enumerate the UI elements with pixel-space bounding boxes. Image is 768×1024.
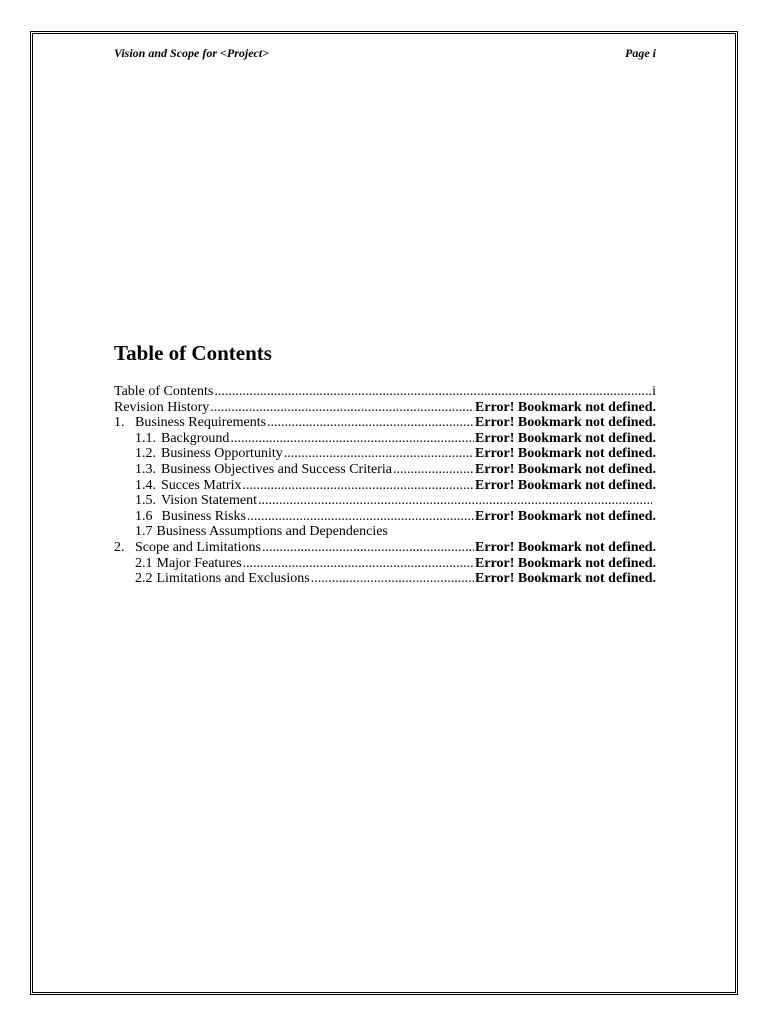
toc-dot-leader	[311, 571, 474, 587]
toc-dot-leader	[210, 400, 474, 416]
toc-entry-business-objectives[interactable]	[114, 462, 656, 478]
toc-entry-label: Business Objectives and Success Criteria	[161, 461, 392, 477]
toc-entry-label: Business Opportunity	[161, 446, 283, 462]
toc-entry-background[interactable]	[114, 431, 656, 447]
toc-entry-business-risks[interactable]	[114, 509, 656, 525]
toc-error-ref: Error! Bookmark not defined.	[475, 461, 656, 477]
toc-entry-label: Scope and Limitations	[135, 539, 261, 555]
toc-dot-leader	[393, 462, 474, 478]
toc-error-ref: Error! Bookmark not defined.	[475, 399, 656, 415]
toc-entry-label: Business Risks	[161, 508, 246, 524]
toc-entry-label: Vision Statement	[161, 493, 257, 509]
toc-error-ref: Error! Bookmark not defined.	[475, 555, 656, 571]
toc-dot-leader	[284, 446, 474, 462]
toc-entry-label: Background	[161, 430, 230, 446]
toc-entry-number: 1.7	[135, 524, 153, 540]
toc-entry-number: 2.1	[135, 555, 153, 571]
toc-entry-number: 1.1.	[135, 430, 156, 446]
toc-error-ref: Error! Bookmark not defined.	[475, 571, 656, 587]
toc-dot-leader	[258, 493, 652, 509]
toc-entry-business-assumptions[interactable]	[114, 524, 656, 540]
table-of-contents	[114, 384, 656, 587]
toc-entry-number: 2.	[114, 539, 125, 555]
toc-entry-number: 1.4.	[135, 477, 156, 493]
toc-dot-leader	[214, 384, 651, 400]
toc-error-ref: Error! Bookmark not defined.	[475, 446, 656, 462]
toc-dot-leader	[230, 431, 474, 447]
toc-entry-label: Business Assumptions and Dependencies	[156, 524, 388, 540]
toc-entry-number: 2.2	[135, 571, 153, 587]
toc-error-ref: Error! Bookmark not defined.	[475, 415, 656, 431]
toc-entry-label: Succes Matrix	[161, 477, 242, 493]
toc-entry-vision-statement[interactable]	[114, 493, 656, 509]
toc-page-ref: i	[652, 384, 656, 399]
toc-error-ref: Error! Bookmark not defined.	[475, 477, 656, 493]
toc-entry-label: Limitations and Exclusions	[156, 571, 310, 587]
toc-entry-label: Major Features	[156, 555, 242, 571]
header-page-number: Page i	[625, 46, 656, 60]
toc-entry-label: Revision History	[114, 399, 210, 415]
toc-entry-business-requirements[interactable]	[114, 415, 656, 431]
toc-entry-number: 1.5.	[135, 493, 156, 509]
toc-entry-major-features[interactable]	[114, 556, 656, 572]
toc-entry-number: 1.2.	[135, 446, 156, 462]
toc-dot-leader	[243, 556, 474, 572]
toc-entry-table-of-contents[interactable]	[114, 384, 656, 400]
toc-entry-label: Table of Contents	[114, 384, 214, 399]
toc-entry-business-opportunity[interactable]	[114, 446, 656, 462]
toc-dot-leader	[262, 540, 474, 556]
toc-error-ref: Error! Bookmark not defined.	[475, 508, 656, 524]
toc-error-ref: Error! Bookmark not defined.	[475, 539, 656, 555]
toc-dot-leader	[267, 415, 474, 431]
page-header	[114, 46, 656, 62]
toc-entry-number: 1.6	[135, 508, 153, 524]
toc-error-ref: Error! Bookmark not defined.	[475, 430, 656, 446]
toc-entry-limitations-and-exclusions[interactable]	[114, 571, 656, 587]
toc-heading: Table of Contents	[114, 341, 272, 365]
toc-entry-revision-history[interactable]	[114, 400, 656, 416]
toc-entry-succes-matrix[interactable]	[114, 478, 656, 494]
header-document-title: Vision and Scope for <Project>	[114, 46, 270, 60]
toc-entry-label: Business Requirements	[135, 415, 267, 431]
toc-entry-number: 1.	[114, 415, 125, 431]
toc-entry-scope-and-limitations[interactable]	[114, 540, 656, 556]
toc-dot-leader	[247, 509, 474, 525]
toc-entry-number: 1.3.	[135, 461, 156, 477]
toc-dot-leader	[242, 478, 474, 494]
